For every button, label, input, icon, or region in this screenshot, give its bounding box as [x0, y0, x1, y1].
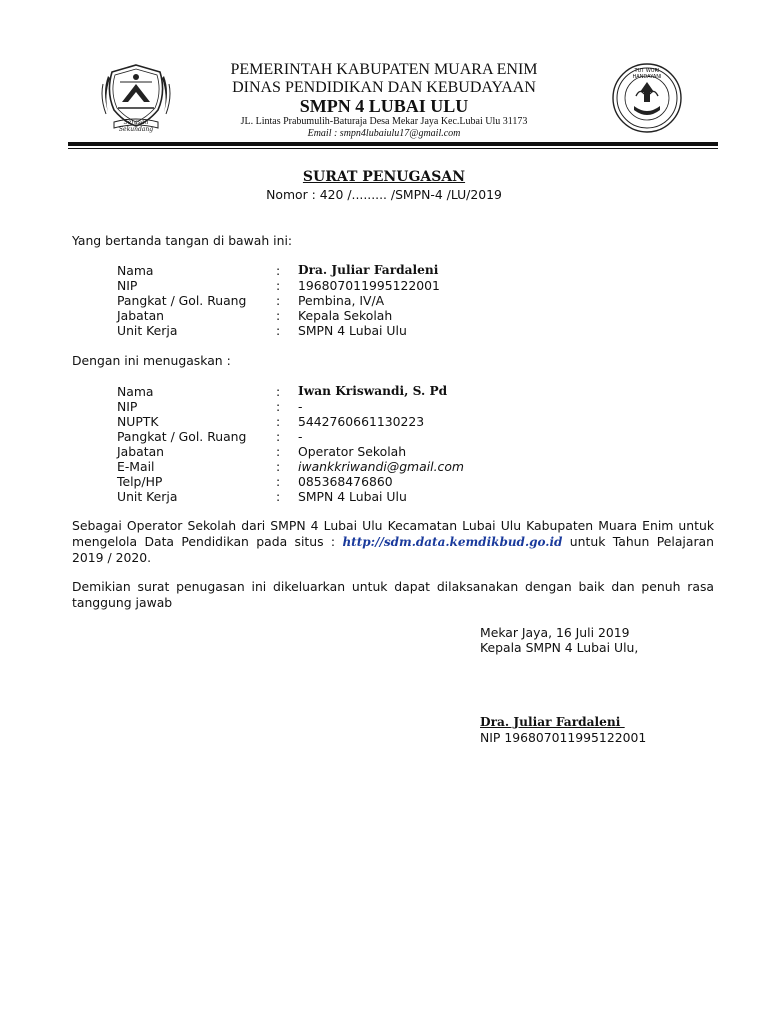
field-label: NUPTK	[117, 414, 159, 429]
assignee-row-unit-kerja	[0, 489, 768, 504]
field-label: Pangkat / Gol. Ruang	[117, 429, 247, 444]
closing-paragraph: Demikian surat penugasan ini dikeluarkan untuk dapat dilaksanakan dengan baik dan penuh rasa tanggung jawab	[72, 579, 714, 610]
letterhead-department: DINAS PENDIDIKAN DAN KEBUDAYAAN	[232, 79, 536, 96]
field-label: E-Mail	[117, 459, 155, 474]
field-label: Unit Kerja	[117, 489, 178, 504]
assignee-row-nip	[0, 399, 768, 414]
field-value: SMPN 4 Lubai Ulu	[298, 489, 407, 504]
field-colon: :	[276, 323, 281, 338]
signer-row-nama	[0, 263, 768, 278]
assignee-row-nama	[0, 384, 768, 399]
field-colon: :	[276, 459, 281, 474]
assignee-row-jabatan	[0, 444, 768, 459]
field-label: Nama	[117, 384, 154, 399]
signer-intro: Yang bertanda tangan di bawah ini:	[72, 233, 293, 248]
field-colon: :	[276, 429, 281, 444]
letterhead-email: Email : smpn4lubaiulu17@gmail.com	[307, 128, 461, 139]
field-colon: :	[276, 414, 281, 429]
field-value: 085368476860	[298, 474, 393, 489]
signature-nip: NIP 196807011995122001	[480, 730, 647, 745]
field-label: Pangkat / Gol. Ruang	[117, 293, 247, 308]
field-colon: :	[276, 293, 281, 308]
assignee-row-email	[0, 459, 768, 474]
signer-row-pangkat	[0, 293, 768, 308]
assignee-row-pangkat	[0, 429, 768, 444]
letterhead-divider-thick	[68, 142, 718, 146]
field-colon: :	[276, 308, 281, 323]
field-value: Pembina, IV/A	[298, 293, 385, 308]
field-colon: :	[276, 278, 281, 293]
assignment-text-start: Sebagai Operator Sekolah dari SMPN 4 Lubai Ulu Kecamatan Lubai Ulu Kabupaten Muara Enim untuk mengelola Data Pendidikan pada situs :	[72, 518, 714, 549]
document-title: SURAT PENUGASAN	[302, 169, 466, 185]
field-label: NIP	[117, 278, 138, 293]
field-value-email: iwankkriwandi@gmail.com	[298, 459, 465, 474]
right-logo-caption: TUT WURI HANDAYANI	[632, 68, 662, 80]
assignee-row-nuptk	[0, 414, 768, 429]
field-label: Nama	[117, 263, 154, 278]
left-logo-caption: Serasan Sekundang	[118, 119, 154, 133]
field-label: NIP	[117, 399, 138, 414]
signature-position: Kepala SMPN 4 Lubai Ulu,	[480, 640, 639, 655]
assign-intro: Dengan ini menugaskan :	[72, 353, 231, 368]
signature-name: Dra. Juliar Fardaleni	[480, 715, 625, 729]
field-value: -	[298, 399, 303, 414]
field-label: Jabatan	[117, 308, 165, 323]
letterhead-address: JL. Lintas Prabumulih-Baturaja Desa Mekar Jaya Kec.Lubai Ulu 31173	[240, 116, 528, 127]
signer-row-nip	[0, 278, 768, 293]
field-value: SMPN 4 Lubai Ulu	[298, 323, 407, 338]
field-value: Dra. Juliar Fardaleni	[298, 263, 439, 277]
signer-row-unit-kerja	[0, 323, 768, 338]
field-label: Jabatan	[117, 444, 165, 459]
field-colon: :	[276, 263, 281, 278]
assignee-row-telp	[0, 474, 768, 489]
signature-place-date: Mekar Jaya, 16 Juli 2019	[480, 625, 630, 640]
field-label: Unit Kerja	[117, 323, 178, 338]
letterhead-government: PEMERINTAH KABUPATEN MUARA ENIM	[230, 61, 538, 78]
signer-row-jabatan	[0, 308, 768, 323]
field-value: Kepala Sekolah	[298, 308, 393, 323]
assignment-text-end: untuk Tahun Pelajaran 2019 / 2020.	[72, 533, 715, 565]
document-number: Nomor : 420 /......... /SMPN-4 /LU/2019	[266, 187, 502, 202]
letterhead-divider-thin	[68, 148, 718, 149]
field-value: -	[298, 429, 303, 444]
field-value: 5442760661130223	[298, 414, 425, 429]
letterhead-school-name: SMPN 4 LUBAI ULU	[299, 96, 469, 116]
field-value: 196807011995122001	[298, 278, 440, 293]
field-value: Iwan Kriswandi, S. Pd	[298, 384, 448, 398]
field-colon: :	[276, 489, 281, 504]
field-colon: :	[276, 474, 281, 489]
field-colon: :	[276, 384, 281, 399]
field-value: Operator Sekolah	[298, 444, 407, 459]
field-label: Telp/HP	[117, 474, 163, 489]
field-colon: :	[276, 399, 281, 414]
field-colon: :	[276, 444, 281, 459]
assignment-paragraph	[72, 518, 714, 566]
sdm-data-link[interactable]: http://sdm.data.kemdikbud.go.id	[342, 534, 563, 549]
